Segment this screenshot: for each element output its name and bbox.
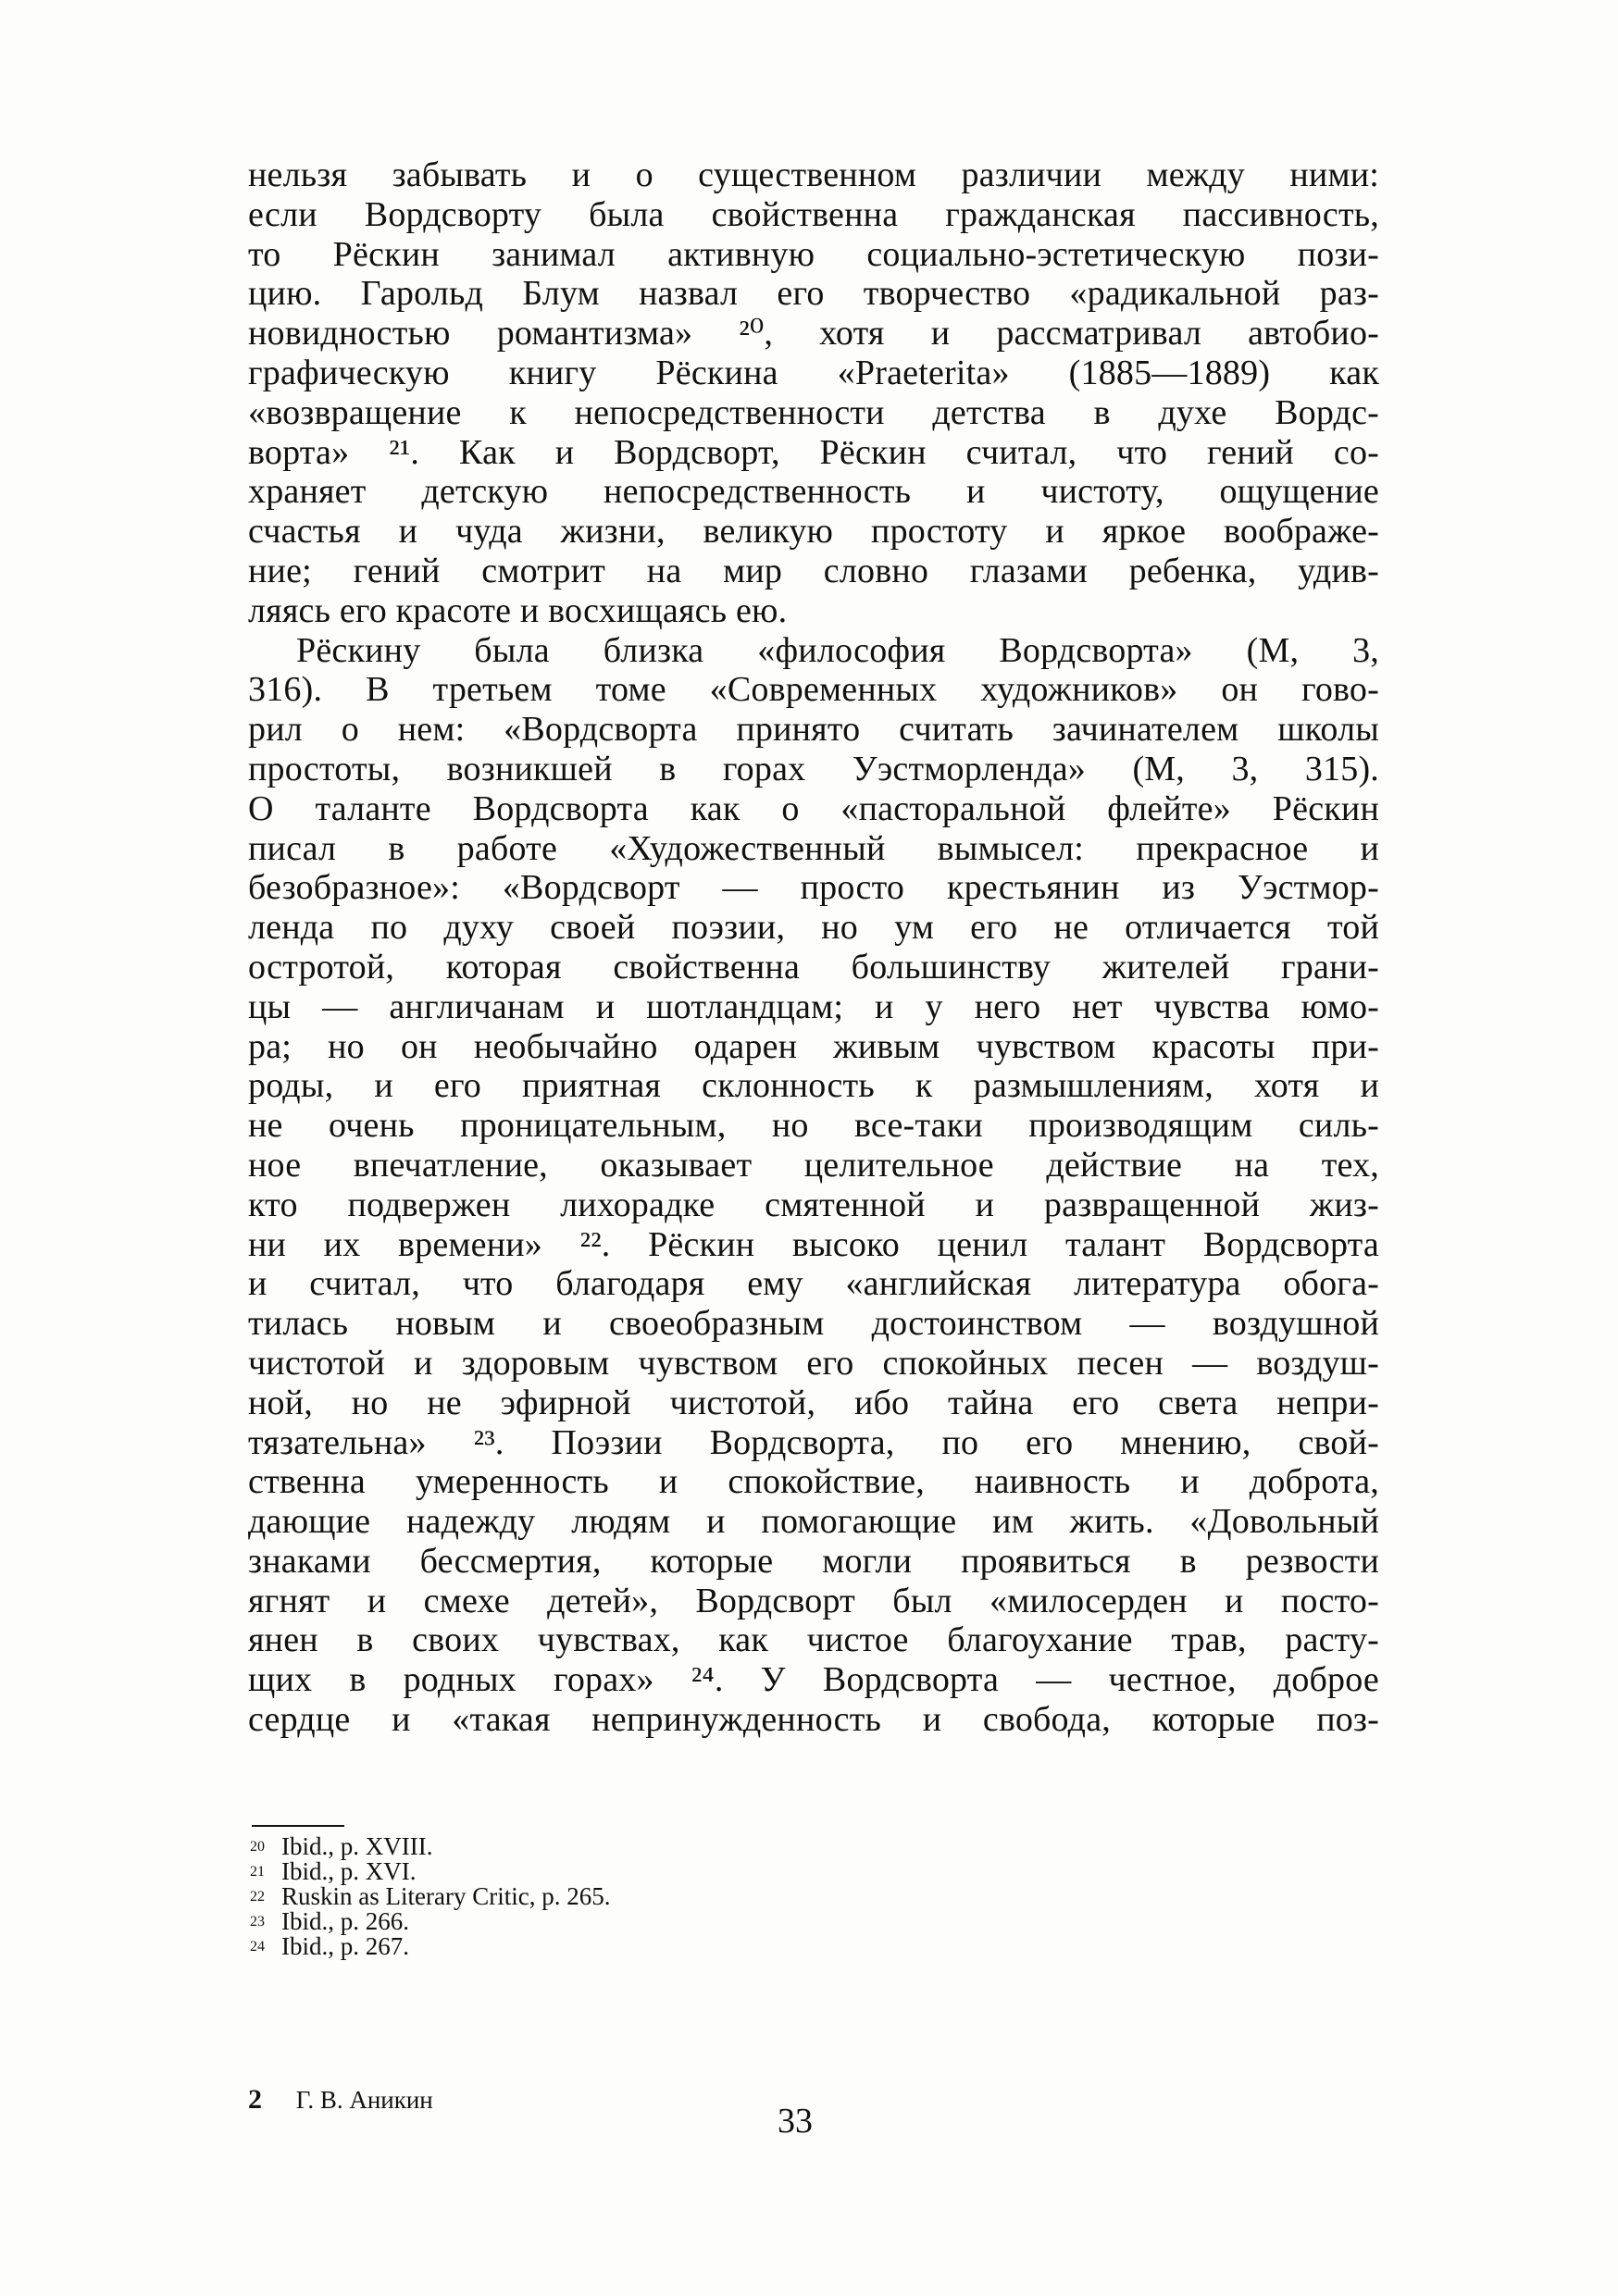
footnote-number: 22 <box>250 1889 265 1905</box>
text-line: ни их времени» ²². Рёскин высоко ценил талант Вордсворта <box>248 1224 1379 1264</box>
text-line: графическую книгу Рёскина «Praeterita» (1885—1889) как <box>248 353 1379 392</box>
text-line: щих в родных горах» ²⁴. У Вордсворта — честное, доброе <box>248 1660 1379 1700</box>
text-line: ляясь его красоте и восхищаясь ею. <box>248 590 788 630</box>
text-line: Рёскину была близка «философия Вордсворта» (М, 3, <box>296 630 1379 670</box>
text-line: рил о нем: «Вордсворта принято считать зачинателем школы <box>248 710 1379 750</box>
footnote-number: 23 <box>250 1914 265 1930</box>
text-line: 316). В третьем томе «Современных художников» он гово- <box>248 670 1379 710</box>
text-line: нельзя забывать и о существенном различии между ними: <box>248 155 1379 194</box>
text-line: сердце и «такая непринужденность и свобода, которые поз- <box>248 1700 1379 1740</box>
text-line: тилась новым и своеобразным достоинством — воздушной <box>248 1304 1379 1344</box>
footnote-text: Ibid., p. 266. <box>281 1907 409 1935</box>
text-line: О таланте Вордсворта как о «пасторальной флейте» Рёскин <box>248 788 1379 828</box>
text-line: ное впечатление, оказывает целительное действие на тех, <box>248 1145 1379 1185</box>
text-line: «возвращение к непосредственности детства в духе Вордс- <box>248 392 1379 432</box>
text-line: ягнят и смехе детей», Вордсворт был «милосерден и посто- <box>248 1581 1379 1620</box>
signature-author: Г. В. Аникин <box>295 2086 433 2114</box>
footnote <box>250 1884 610 1909</box>
text-line: храняет детскую непосредственность и чистоту, ощущение <box>248 472 1379 512</box>
text-line: знаками бессмертия, которые могли проявиться в резвости <box>248 1541 1379 1581</box>
text-line: ра; но он необычайно одарен живым чувством красоты при- <box>248 1026 1379 1066</box>
text-line: простоты, возникшей в горах Уэстморленда» (М, 3, 315). <box>248 749 1379 788</box>
text-line: безобразное»: «Вордсворт — просто крестьянин из Уэстмор- <box>248 868 1379 908</box>
footnote-number: 21 <box>250 1864 265 1880</box>
footnote-text: Ruskin as Literary Critic, p. 265. <box>281 1882 611 1910</box>
footnote <box>250 1909 610 1934</box>
footnote-rule <box>252 1825 344 1827</box>
footnote-text: Ibid., p. XVIII. <box>281 1832 433 1860</box>
text-line: ворта» ²¹. Как и Вордсворт, Рёскин считал, что гений со- <box>248 432 1379 472</box>
printer-signature <box>248 2084 433 2116</box>
text-line: ной, но не эфирной чистотой, ибо тайна его света непри- <box>248 1383 1379 1422</box>
text-line: янен в своих чувствах, как чистое благоухание трав, расту- <box>248 1620 1379 1660</box>
text-line: роды, и его приятная склонность к размышлениям, хотя и <box>248 1066 1379 1106</box>
text-line: цию. Гарольд Блум назвал его творчество «радикальной раз- <box>248 274 1379 314</box>
text-line: чистотой и здоровым чувством его спокойных песен — воздуш- <box>248 1343 1379 1383</box>
footnote <box>250 1834 610 1859</box>
footnote-text: Ibid., p. XVI. <box>281 1857 417 1885</box>
page-number: 33 <box>778 2102 813 2141</box>
text-line: не очень проницательным, но все-таки производящим силь- <box>248 1106 1379 1146</box>
text-line: и считал, что благодаря ему «английская литература обога- <box>248 1264 1379 1304</box>
text-line: остротой, которая свойственна большинству жителей грани- <box>248 947 1379 987</box>
footnote-number: 20 <box>250 1839 265 1855</box>
text-line: если Вордсворту была свойственна гражданская пассивность, <box>248 194 1379 234</box>
text-line: новидностью романтизма» ²⁰, хотя и рассматривал автобио- <box>248 314 1379 354</box>
footnote <box>250 1934 610 1959</box>
footnote-number: 24 <box>250 1939 265 1955</box>
text-line: ленда по духу своей поэзии, но ум его не отличается той <box>248 908 1379 948</box>
text-line: счастья и чуда жизни, великую простоту и яркое воображе- <box>248 512 1379 552</box>
text-line: ние; гений смотрит на мир словно глазами ребенка, удив- <box>248 551 1379 590</box>
footnote-text: Ibid., p. 267. <box>281 1932 409 1960</box>
text-line: цы — англичанам и шотландцам; и у него нет чувства юмо- <box>248 987 1379 1026</box>
text-line: дающие надежду людям и помогающие им жить. «Довольный <box>248 1502 1379 1542</box>
footnote <box>250 1859 610 1884</box>
text-line: тязательна» ²³. Поэзии Вордсворта, по его мнению, свой- <box>248 1422 1379 1462</box>
text-line: то Рёскин занимал активную социально-эстетическую пози- <box>248 234 1379 274</box>
sheet-number: 2 <box>248 2084 262 2115</box>
text-line: кто подвержен лихорадке смятенной и развращенной жиз- <box>248 1185 1379 1224</box>
text-line: писал в работе «Художественный вымысел: прекрасное и <box>248 828 1379 868</box>
footnotes <box>250 1834 610 1959</box>
text-line: ственна умеренность и спокойствие, наивность и доброта, <box>248 1462 1379 1502</box>
main-text <box>248 155 1379 1740</box>
